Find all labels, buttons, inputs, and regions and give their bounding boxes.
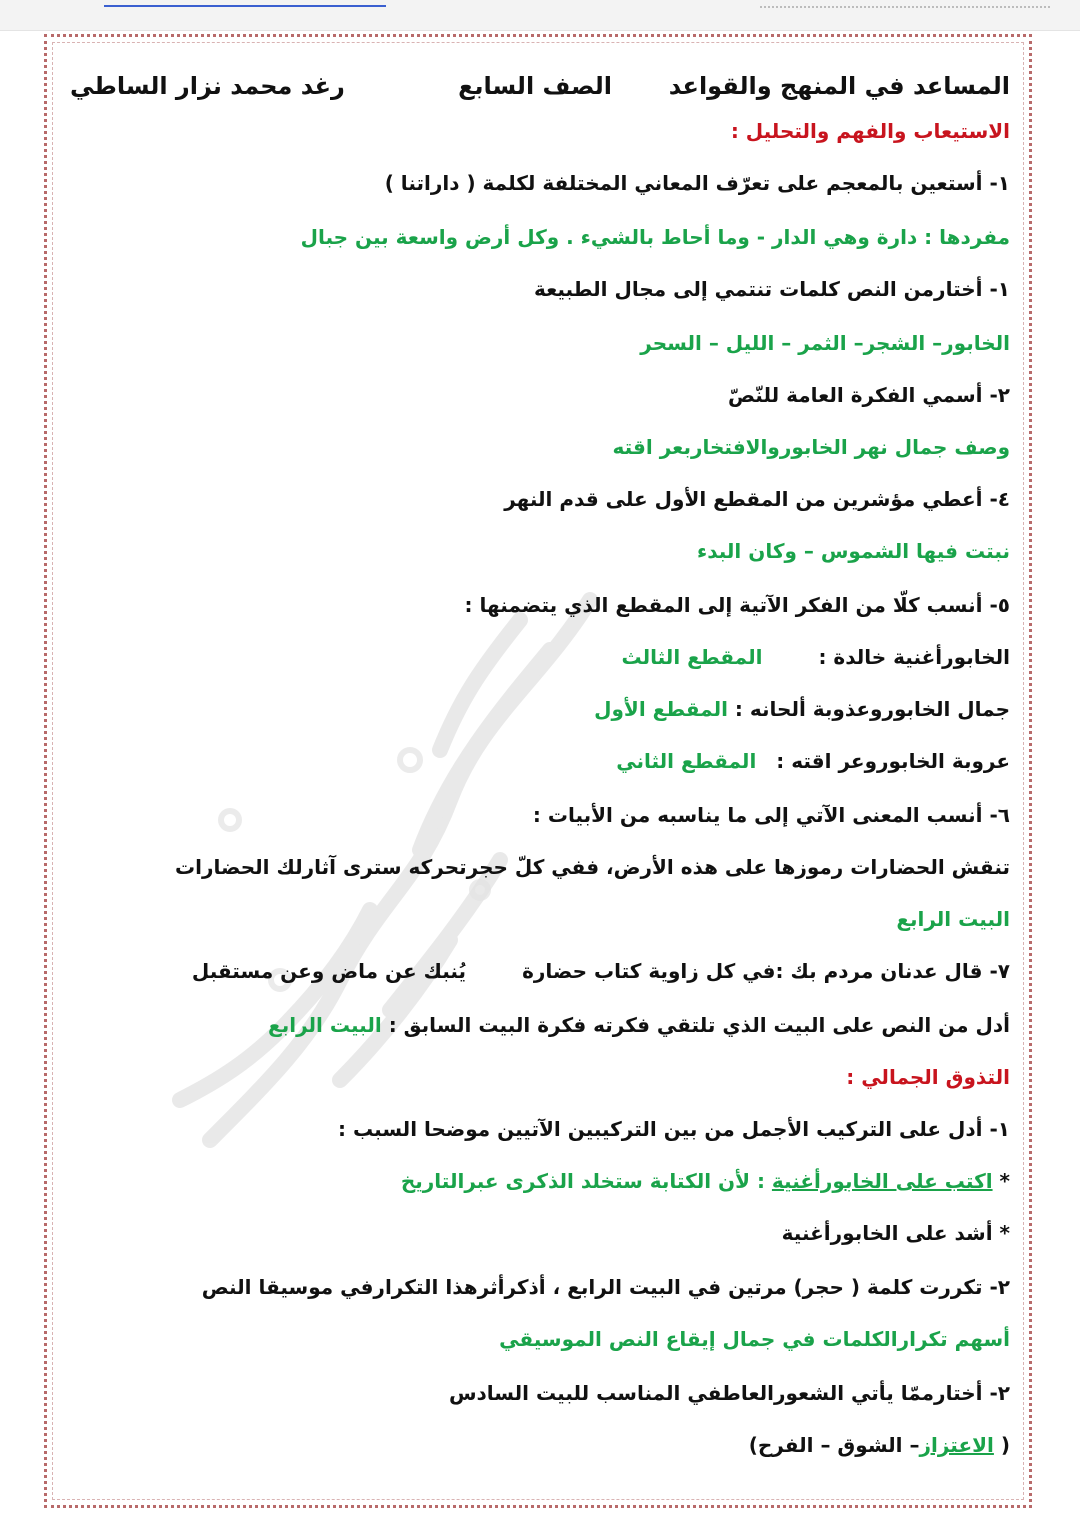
taste-option-1 (70, 1166, 1010, 1196)
question-7-ask-text: أدل من النص على البيت الذي تلتقي فكرته فكرة البيت السابق : (388, 1013, 1010, 1037)
top-faded-text (760, 0, 1050, 8)
option-1-reason: : لأن الكتابة ستخلد الذكرى عبرالتاريخ (400, 1169, 772, 1193)
answer-2: الخابور– الشجر– الثمر – الليل – السحر (640, 331, 1010, 355)
question-3: ٢- أسمي الفكرة العامة للنّصّ (728, 383, 1010, 407)
section-title-comprehension: الاستيعاب والفهم والتحليل : (730, 119, 1010, 143)
q5-item-3-answer: المقطع الثاني (616, 749, 757, 773)
question-1: ١- أستعين بالمعجم على تعرّف المعاني المختلفة لكلمة ( داراتنا ) (384, 171, 1010, 195)
q5-item-2-answer: المقطع الأول (594, 697, 728, 721)
q5-item-1-answer: المقطع الثالث (621, 645, 763, 669)
option-1-text: اكتب على الخابورأغنية (771, 1169, 993, 1193)
teacher-name: رغد محمد نزار الساطي (70, 72, 345, 100)
q5-item-3 (70, 746, 1010, 776)
option-1-marker: * (999, 1169, 1010, 1193)
q5-item-3-idea: عروبة الخابوروعر اقته : (776, 749, 1010, 773)
question-6: ٦- أنسب المعنى الآتي إلى ما يناسبه من الأبيات : (532, 803, 1010, 827)
taste-question-2: ٢- تكررت كلمة ( حجر) مرتين في البيت الرابع ، أذكرأثرهذا التكرارفي موسيقا النص (201, 1275, 1010, 1299)
choices-open-paren: ( (1000, 1433, 1010, 1457)
subject-title: المساعد في المنهج والقواعد (668, 72, 1010, 100)
q5-item-1-idea: الخابورأغنية خالدة : (818, 645, 1010, 669)
question-7-verse-a: ٧- قال عدنان مردم بك :في كل زاوية كتاب حضارة (522, 959, 1010, 983)
answer-7: البيت الرابع (268, 1013, 382, 1037)
answer-3: وصف جمال نهر الخابوروالافتخاربعر اقته (612, 435, 1010, 459)
answer-6: البيت الرابع (896, 907, 1010, 931)
document-header (70, 72, 1010, 112)
top-strip (0, 0, 1080, 31)
taste-question-3: ٢- أختارممّا يأتي الشعورالعاطفي المناسب للبيت السادس (448, 1381, 1010, 1405)
taste-answer-2: أسهم تكرارالكلمات في جمال إيقاع النص الموسيقي (499, 1327, 1010, 1351)
question-7-verse (70, 956, 1010, 986)
section-title-aesthetic: التذوق الجمالي : (846, 1065, 1010, 1089)
question-7-verse-b: يُنبك عن ماض وعن مستقبل (191, 959, 467, 983)
answer-4: نبتت فيها الشموس – وكان البدء (696, 539, 1010, 563)
question-7-ask (70, 1010, 1010, 1040)
taste-question-1: ١- أدل على التركيب الأجمل من بين التركيبين الآتيين موضحا السبب : (338, 1117, 1010, 1141)
choice-pride: الاعتزاز (919, 1433, 994, 1457)
taste-option-2 (70, 1218, 1010, 1248)
question-6-text: تنقش الحضارات رموزها على هذه الأرض، ففي كلّ حجرتحركه سترى آثارلك الحضارات (175, 855, 1010, 879)
question-5: ٥- أنسب كلّا من الفكر الآتية إلى المقطع الذي يتضمنها : (464, 593, 1010, 617)
top-link[interactable] (104, 0, 386, 7)
question-4: ٤- أعطي مؤشرين من المقطع الأول على قدم النهر (504, 487, 1010, 511)
q5-item-1 (70, 642, 1010, 672)
question-2: ١- أختارمن النص كلمات تنتمي إلى مجال الطبيعة (533, 277, 1010, 301)
grade-title: الصف السابع (458, 72, 612, 100)
option-2-text: أشد على الخابورأغنية (781, 1221, 993, 1245)
choices-rest: – الشوق – الفرح) (748, 1433, 920, 1457)
taste-choices-3 (70, 1430, 1010, 1460)
q5-item-2 (70, 694, 1010, 724)
q5-item-2-idea: جمال الخابوروعذوبة ألحانه : (734, 697, 1010, 721)
option-2-marker: * (999, 1221, 1010, 1245)
answer-1: مفردها : دارة وهي الدار - وما أحاط بالشيء . وكل أرض واسعة بين جبال (300, 225, 1010, 249)
